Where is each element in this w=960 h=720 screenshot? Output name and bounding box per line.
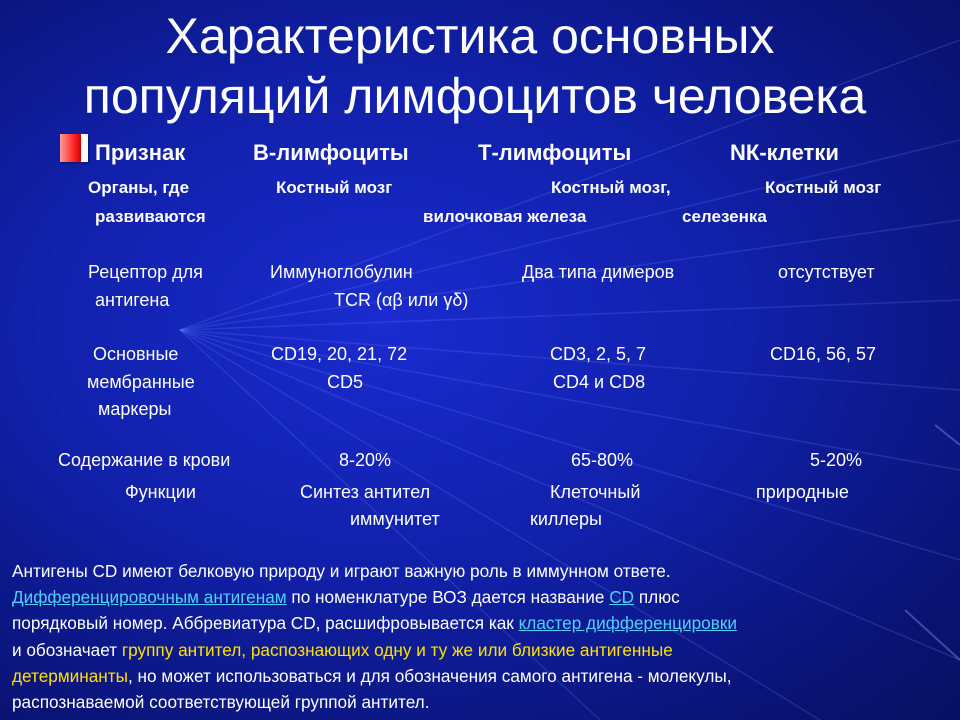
title-line-1: Характеристика основных: [165, 8, 775, 64]
row-receptor-label-1: Рецептор для: [88, 262, 203, 282]
row-organs-label-2: развиваются: [95, 207, 206, 226]
note-text-1: Антигены CD имеют белковую природу и играют важную роль в иммунном ответе.: [12, 561, 671, 581]
row-markers-label-2: мембранные: [87, 372, 195, 392]
row-organs-label-1: Органы, где: [88, 178, 190, 197]
note-text-7: распознаваемой соответствующей группой антител.: [12, 692, 430, 713]
row-receptor-b: Иммуноглобулин: [270, 262, 413, 282]
note-highlight-1: группу антител, распознающих одну и ту же или близкие антигенные: [121, 639, 673, 660]
bullet-icon: [60, 134, 88, 162]
page-title: [0, 6, 960, 126]
row-organs-nk-1: Костный мозг: [765, 178, 882, 197]
row-receptor-nk: отсутствует: [778, 262, 875, 282]
header-nk-cells: NК-клетки: [730, 140, 839, 165]
row-blood-t: 65-80%: [571, 450, 634, 470]
row-organs-t-2: вилочковая железа: [423, 207, 587, 226]
row-functions-nk: природные: [756, 482, 849, 502]
header-b-lymphocytes: В-лимфоциты: [253, 140, 409, 165]
row-functions-b-2: иммунитет: [350, 509, 440, 529]
row-markers-b-2: CD5: [327, 372, 364, 392]
title-line-2: популяций лимфоцитов человека: [83, 68, 867, 124]
row-blood-b: 8-20%: [339, 450, 392, 470]
row-receptor-t-1: Два типа димеров: [522, 262, 675, 282]
note-text-2: по номенклатуре ВОЗ дается название: [286, 587, 610, 608]
row-markers-t-2: CD4 и CD8: [553, 372, 646, 392]
header-t-lymphocytes: Т-лимфоциты: [478, 140, 632, 165]
row-functions-t-2: киллеры: [530, 509, 602, 529]
row-organs-nk-2: селезенка: [682, 207, 767, 226]
row-receptor-t-2: TCR (αβ или γδ): [334, 290, 469, 310]
cd-antigens-note: [12, 558, 952, 715]
row-blood-label: Содержание в крови: [58, 450, 231, 470]
note-text-4: порядковый номер. Аббревиатура CD, расшифровывается как: [12, 613, 519, 634]
row-markers-b-1: CD19, 20, 21, 72: [271, 344, 408, 364]
row-functions-b-1: Синтез антител: [300, 482, 431, 502]
row-functions-t-1: Клеточный: [550, 482, 641, 502]
row-organs-t-1: Костный мозг,: [551, 178, 671, 197]
row-functions-label: Функции: [125, 482, 196, 502]
row-organs-b: Костный мозг: [276, 178, 393, 197]
link-cluster-of-differentiation[interactable]: кластер дифференцировки: [518, 613, 737, 634]
row-markers-t-1: CD3, 2, 5, 7: [550, 344, 647, 364]
link-cd[interactable]: CD: [609, 587, 635, 608]
header-attribute: Признак: [95, 140, 186, 165]
note-highlight-2: детерминанты: [12, 665, 128, 686]
note-text-5: и обозначает: [12, 639, 122, 660]
row-markers-nk: CD16, 56, 57: [770, 344, 877, 364]
row-markers-label-3: маркеры: [98, 399, 172, 419]
row-receptor-label-2: антигена: [95, 290, 170, 310]
note-text-6: , но может использоваться и для обозначения самого антигена - молекулы,: [128, 665, 732, 686]
link-differentiation-antigens[interactable]: Дифференцировочным антигенам: [12, 587, 287, 608]
row-markers-label-1: Основные: [93, 344, 179, 364]
row-blood-nk: 5-20%: [810, 450, 863, 470]
note-text-3: плюс: [634, 587, 680, 608]
